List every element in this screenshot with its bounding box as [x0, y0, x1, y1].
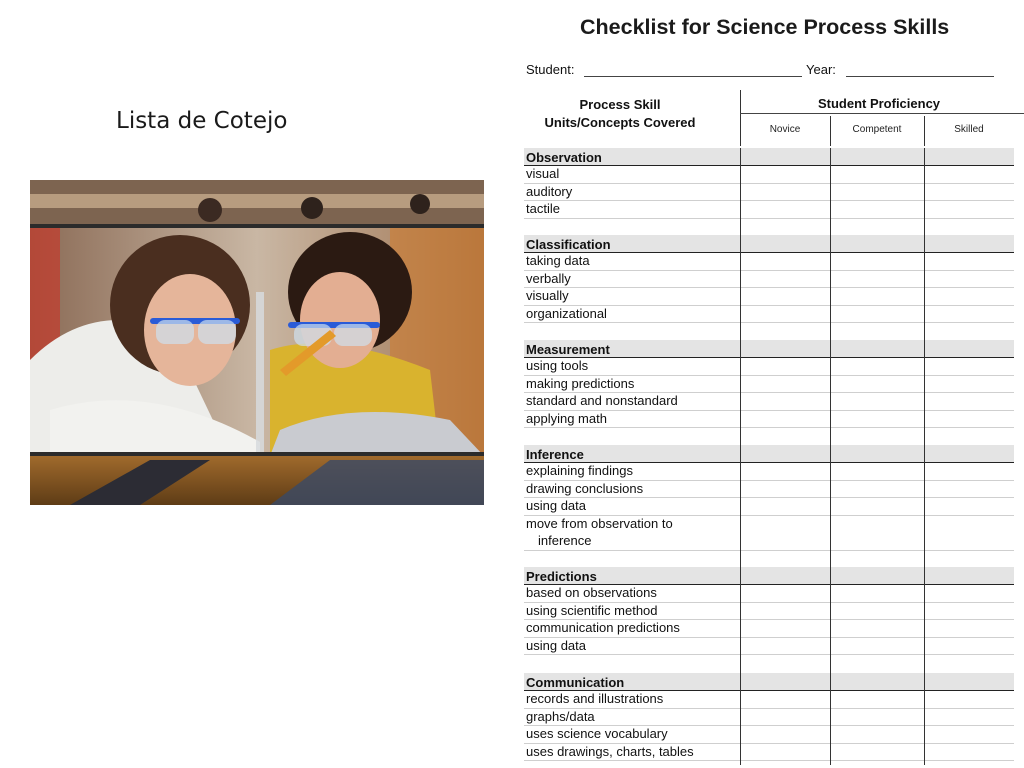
skill-item: using data — [526, 637, 586, 653]
column-rule — [830, 340, 831, 445]
category-row — [524, 567, 1014, 584]
column-rule — [924, 235, 925, 340]
column-rule — [924, 148, 925, 235]
student-blank-line — [584, 76, 802, 77]
row-rule — [524, 270, 1014, 271]
category-label: Measurement — [526, 342, 610, 357]
category-label: Communication — [526, 675, 625, 690]
skill-item: uses drawings, charts, tables — [526, 743, 694, 759]
skill-item: taking data — [526, 253, 590, 268]
category-row — [524, 340, 1014, 357]
year-blank-line — [846, 76, 994, 77]
row-rule — [524, 708, 1014, 709]
category-label: Predictions — [526, 569, 597, 584]
column-rule — [740, 235, 741, 340]
column-rule — [740, 148, 741, 235]
category-rule — [524, 252, 1014, 253]
row-rule — [524, 550, 1014, 551]
skill-item: tactile — [526, 201, 560, 216]
category-label: Observation — [526, 150, 602, 165]
category-row — [524, 673, 1014, 690]
skill-item: using tools — [526, 358, 589, 373]
skill-item: records and illustrations — [526, 691, 664, 706]
category-row — [524, 148, 1014, 165]
skill-item: organizational — [526, 305, 607, 321]
skill-item: applying math — [526, 410, 607, 426]
row-rule — [524, 637, 1014, 638]
column-rule — [740, 445, 741, 567]
skill-item: visual — [526, 166, 560, 181]
row-rule — [524, 760, 1014, 761]
skill-item: graphs/data — [526, 708, 595, 724]
skill-item: uses science vocabulary — [526, 726, 668, 741]
lab-photo — [30, 180, 484, 505]
checklist-title: Checklist for Science Process Skills — [580, 15, 950, 39]
skill-item: verbally — [526, 270, 571, 286]
checklist-document — [524, 0, 1024, 768]
process-skill-header — [524, 96, 716, 132]
category-label: Inference — [526, 447, 584, 462]
level-novice: Novice — [769, 124, 801, 135]
category-label: Classification — [526, 237, 611, 252]
student-proficiency-header: Student Proficiency — [817, 96, 941, 111]
year-label: Year: — [806, 62, 836, 77]
skill-item: inference — [538, 533, 592, 548]
process-skill-header-line1: Process Skill — [579, 97, 661, 112]
category-row — [524, 235, 1014, 252]
category-row — [524, 445, 1014, 462]
student-label: Student: — [526, 62, 575, 77]
column-rule — [830, 445, 831, 567]
skill-item: communication predictions — [526, 620, 680, 635]
row-rule — [524, 287, 1014, 288]
row-rule — [524, 322, 1014, 323]
skill-item: based on observations — [526, 585, 657, 600]
skill-item: drawing conclusions — [526, 480, 644, 496]
category-rule — [524, 357, 1014, 358]
category-rule — [524, 165, 1014, 166]
process-skill-header-line2: Units/Concepts Covered — [544, 115, 696, 130]
column-rule — [830, 148, 831, 235]
row-rule — [524, 497, 1014, 498]
skill-item: move from observation to — [526, 515, 673, 531]
row-rule — [524, 200, 1014, 201]
column-rule — [740, 673, 741, 765]
skill-item: using data — [526, 498, 586, 513]
column-rule — [830, 567, 831, 673]
column-rule — [924, 673, 925, 765]
row-rule — [524, 183, 1014, 184]
column-rule — [830, 673, 831, 765]
row-rule — [524, 427, 1014, 428]
column-rule — [924, 445, 925, 567]
proficiency-underline — [740, 113, 1024, 114]
skill-item: standard and nonstandard — [526, 393, 678, 408]
skill-item: using scientific method — [526, 602, 658, 618]
column-rule — [740, 567, 741, 673]
skill-item: explaining findings — [526, 463, 633, 478]
skill-item: making predictions — [526, 375, 635, 391]
row-rule — [524, 654, 1014, 655]
column-rule — [924, 567, 925, 673]
column-rule — [924, 340, 925, 445]
row-rule — [524, 218, 1014, 219]
skill-item: visually — [526, 288, 569, 303]
skill-item: auditory — [526, 183, 573, 199]
level-competent: Competent — [852, 124, 902, 135]
level-skilled: Skilled — [954, 124, 984, 135]
slide-title: Lista de Cotejo — [116, 108, 288, 134]
column-rule — [740, 340, 741, 445]
column-rule — [830, 235, 831, 340]
